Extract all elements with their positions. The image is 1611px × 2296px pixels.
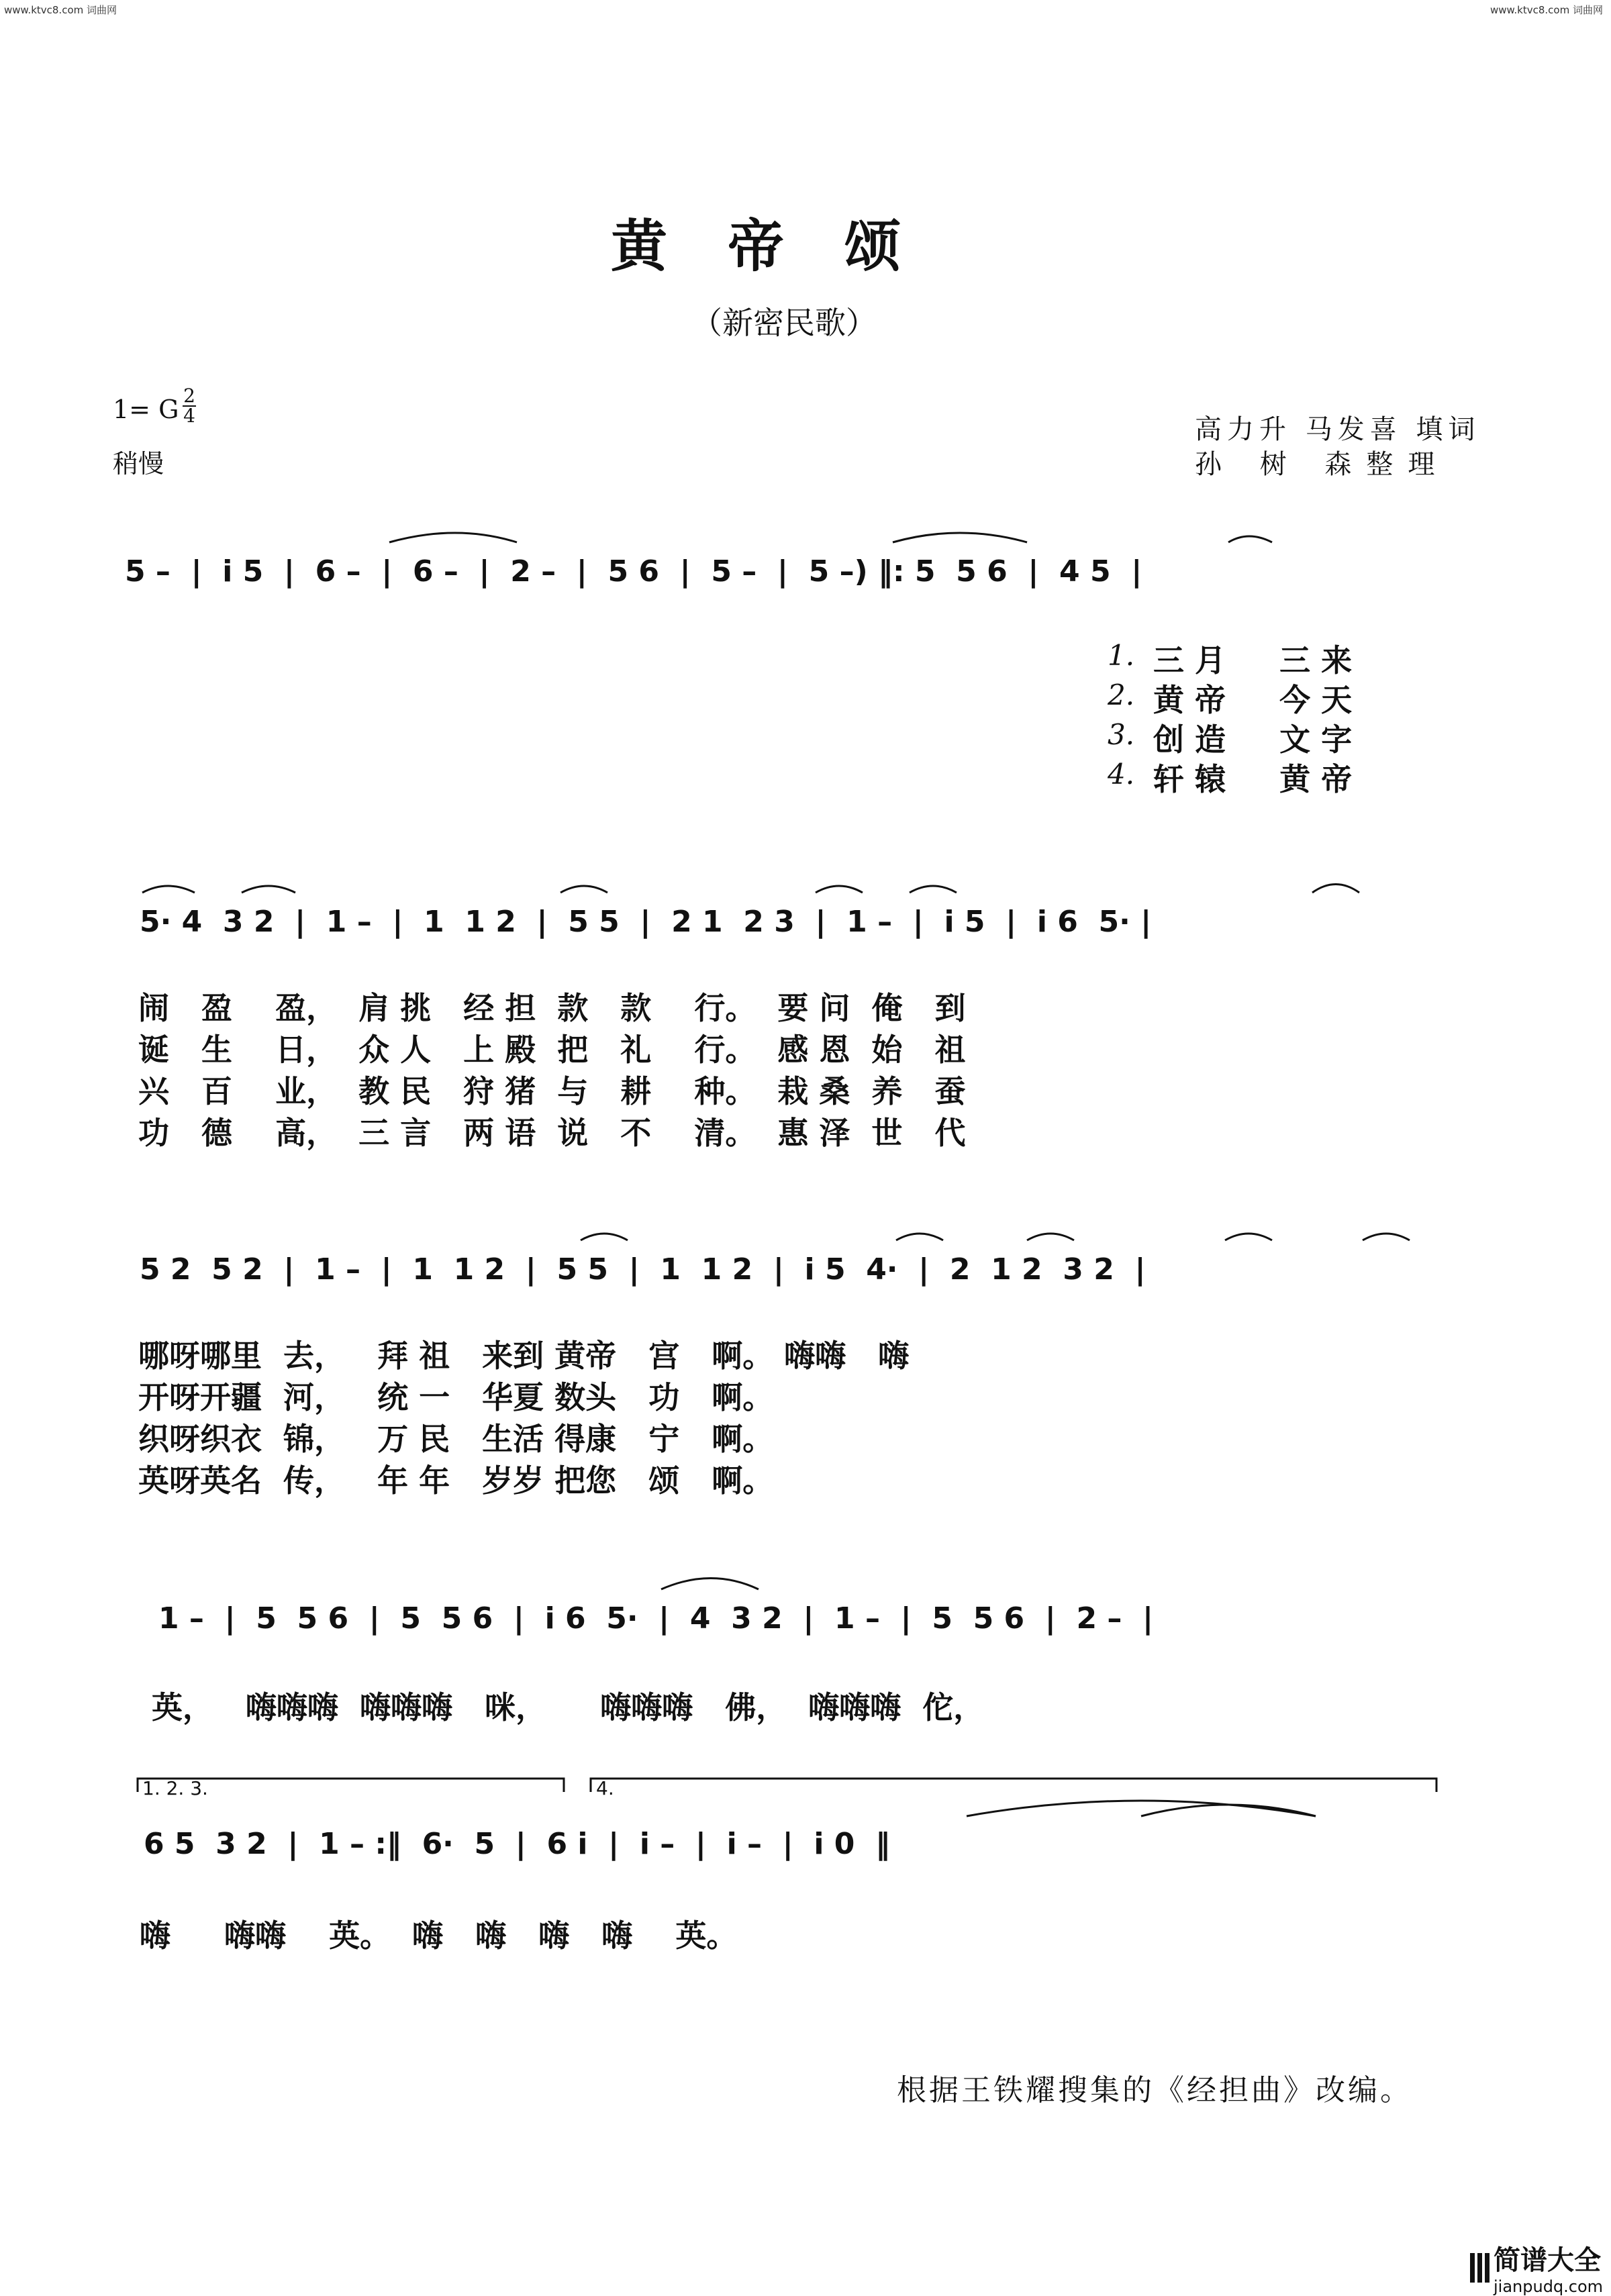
- lyric-line: 三 月 三 来: [1153, 642, 1353, 679]
- lyric-line: 黄 帝 今 天: [1153, 682, 1353, 718]
- first-ending-bracket: [138, 1779, 564, 1792]
- lyric-line: 织呀织衣 锦， 万 民 生活 得康 宁 啊。: [138, 1421, 774, 1457]
- notation-system-3: 5 2 5 2 | 1 – | 1 1 2 | 5 5 | 1 1 2 | i 5 4· | 2 1 2 3 2 |: [140, 1252, 1146, 1287]
- tempo-marking: 稍慢: [113, 449, 164, 479]
- slur: [1228, 536, 1272, 542]
- lyric-line: 功 德 高， 三 言 两 语 说 不 清。 惠 泽 世 代: [138, 1115, 966, 1151]
- subtitle: （新密民歌）: [691, 305, 877, 341]
- slur: [581, 1234, 628, 1240]
- notation-system-4: 1 – | 5 5 6 | 5 5 6 | i 6 5· | 4 3 2 | 1 – | 5 5 6 | 2 – |: [158, 1601, 1154, 1636]
- slur: [389, 533, 517, 542]
- logo-url: jianpudq.com: [1494, 2277, 1604, 2296]
- lyrics-block-5: 嗨 嗨嗨 英。 嗨 嗨 嗨 嗨 英。: [140, 1917, 738, 1954]
- lyric-line: 开呀开疆 河， 统 一 华夏 数头 功 啊。: [138, 1379, 774, 1415]
- notation-system-1: 5 – | i 5 | 6 – | 6 – | 2 – | 5 6 | 5 – | 5 –) ‖: 5 5 6 | 4 5 |: [125, 554, 1142, 589]
- arranger-credit: 孙 树 森整理: [1195, 449, 1450, 480]
- notation-system-5: 6 5 3 2 | 1 – :‖ 6· 5 | 6 i | i – | i – | i 0 ‖: [144, 1827, 890, 1861]
- lyric-line: 哪呀哪里 去， 拜 祖 来到 黄帝 宫 啊。 嗨嗨 嗨: [138, 1338, 910, 1374]
- page-title: 黄帝颂: [611, 213, 962, 279]
- slur: [896, 1234, 943, 1240]
- slur: [1027, 1234, 1074, 1240]
- lyric-line: 创 造 文 字: [1153, 721, 1353, 758]
- lyric-line: 诞 生 日， 众 人 上 殿 把 礼 行。 感 恩 始 祖: [138, 1032, 966, 1068]
- slur: [1225, 1234, 1272, 1240]
- second-ending-bracket: [591, 1779, 1436, 1792]
- slur: [910, 886, 957, 893]
- lyric-line: 兴 百 业， 教 民 狩 猪 与 耕 种。 栽 桑 养 蚕: [138, 1073, 966, 1109]
- slur: [1363, 1234, 1410, 1240]
- lyrics-block-4: 英， 嗨嗨嗨 嗨嗨嗨 咪， 嗨嗨嗨 佛， 嗨嗨嗨 佗，: [152, 1689, 985, 1726]
- verse-number: 2.: [1108, 679, 1135, 711]
- watermark-right: www.ktvc8.com 词曲网: [1490, 4, 1603, 16]
- verse-number: 3.: [1108, 718, 1135, 751]
- lyricists-credit: 高力升 马发喜 填词: [1195, 414, 1481, 445]
- slur: [661, 1579, 759, 1590]
- time-signature-top: 2: [183, 385, 195, 407]
- lyric-line: 英呀英名 传， 年 年 岁岁 把您 颂 啊。: [138, 1462, 774, 1499]
- footnote: 根据王铁耀搜集的《经担曲》改编。: [897, 2073, 1412, 2107]
- second-ending-label: 4.: [596, 1777, 614, 1799]
- notation-system-2: 5· 4 3 2 | 1 – | 1 1 2 | 5 5 | 2 1 2 3 | 1 – | i 5 | i 6 5· |: [140, 905, 1152, 939]
- watermark-left: www.ktvc8.com 词曲网: [4, 4, 117, 16]
- slur: [242, 886, 295, 893]
- slur: [893, 533, 1027, 542]
- lyric-line: 轩 辕 黄 帝: [1153, 761, 1353, 797]
- logo-name: 简谱大全: [1494, 2245, 1601, 2276]
- time-signature-bottom: 4: [183, 405, 195, 427]
- slur: [1312, 885, 1359, 893]
- verse-number: 1.: [1108, 639, 1135, 672]
- first-ending-label: 1. 2. 3.: [142, 1777, 208, 1799]
- lyric-line: 闹 盈 盈， 肩 挑 经 担 款 款 行。 要 问 俺 到: [138, 990, 966, 1026]
- key-signature: 1= G: [113, 395, 179, 424]
- verse-number: 4.: [1108, 758, 1135, 791]
- slur: [142, 886, 195, 893]
- slur: [1141, 1805, 1316, 1816]
- slur: [816, 886, 863, 893]
- slur: [560, 886, 607, 893]
- slur: [967, 1801, 1316, 1816]
